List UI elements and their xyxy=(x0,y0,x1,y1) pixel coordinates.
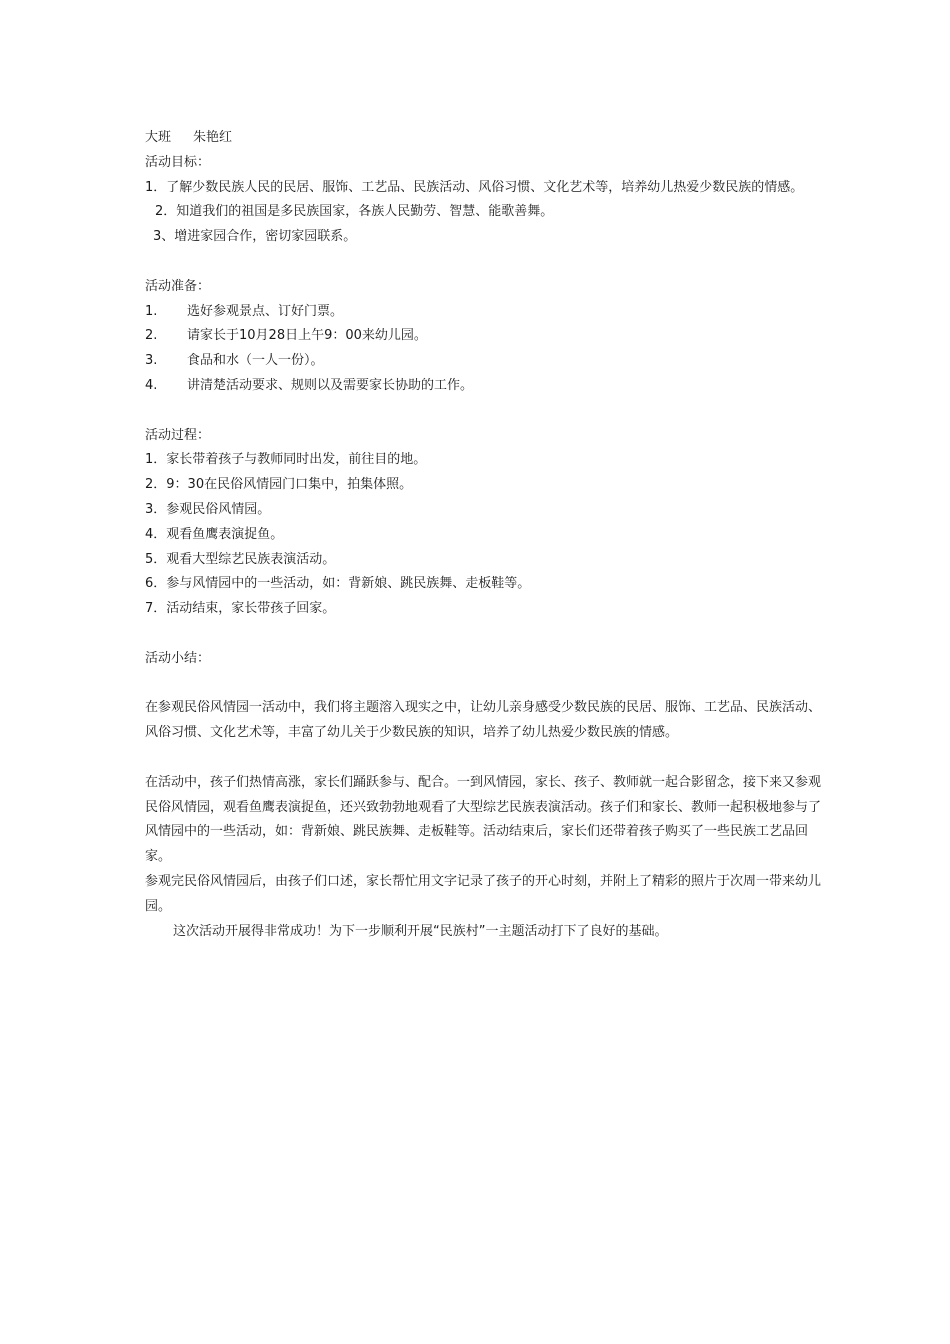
preparation-text: 讲清楚活动要求、规则以及需要家长协助的工作。 xyxy=(187,377,474,393)
process-item: 3．参观民俗风情园。 xyxy=(145,501,271,517)
goal-item: 1．了解少数民族人民的民居、服饰、工艺品、民族活动、风俗习惯、文化艺术等，培养幼儿热爱少数民族的情感。 xyxy=(145,179,804,195)
process-item: 7．活动结束，家长带孩子回家。 xyxy=(145,601,336,617)
preparation-item xyxy=(145,374,825,399)
process-item: 1．家长带着孩子与教师同时出发，前往目的地。 xyxy=(145,452,427,468)
summary-paragraph: 在活动中，孩子们热情高涨，家长们踊跃参与、配合。一到风情园，家长、孩子、教师就一起合影留念，接下来又参观民俗风情园，观看鱼鹰表演捉鱼，还兴致勃勃地观看了大型综艺民族表演活动。孩子们和家长、教师一起积极地参与了风情园中的一些活动，如：背新娘、跳民族舞、走板鞋等。活动结束后，家长们还带着孩子购买了一些民族工艺品回家。 xyxy=(145,774,822,865)
document-body xyxy=(145,126,825,944)
process-item: 5．观看大型综艺民族表演活动。 xyxy=(145,551,336,567)
goal-item: 3、增进家园合作，密切家园联系。 xyxy=(153,229,357,245)
preparation-text: 选好参观景点、订好门票。 xyxy=(187,303,344,319)
preparation-heading: 活动准备： xyxy=(145,278,211,294)
preparation-item xyxy=(145,349,825,374)
preparation-text: 请家长于10月28日上午9：00来幼儿园。 xyxy=(187,328,427,344)
preparation-number: 3. xyxy=(145,353,158,369)
process-item: 4．观看鱼鹰表演捉鱼。 xyxy=(145,526,284,542)
summary-heading: 活动小结： xyxy=(145,650,211,666)
preparation-text: 食品和水（一人一份）。 xyxy=(187,353,324,369)
process-item: 2．9：30在民俗风情园门口集中，拍集体照。 xyxy=(145,477,413,493)
process-item: 6．参与风情园中的一些活动，如：背新娘、跳民族舞、走板鞋等。 xyxy=(145,576,531,592)
class-name: 大班 xyxy=(145,130,172,145)
summary-paragraph: 参观完民俗风情园后，由孩子们口述，家长帮忙用文字记录了孩子的开心时刻，并附上了精彩的照片于次周一带来幼儿园。 xyxy=(145,873,822,914)
summary-paragraph: 这次活动开展得非常成功！为下一步顺利开展“民族村”一主题活动打下了良好的基础。 xyxy=(173,923,668,939)
goal-item: 2．知道我们的祖国是多民族国家，各族人民勤劳、智慧、能歌善舞。 xyxy=(155,204,554,220)
preparation-number: 2. xyxy=(145,328,158,344)
process-heading: 活动过程： xyxy=(145,427,211,443)
teacher-name: 朱艳红 xyxy=(193,130,233,145)
preparation-number: 1. xyxy=(145,303,158,319)
preparation-item xyxy=(145,324,825,349)
preparation-number: 4. xyxy=(145,377,158,393)
document-header xyxy=(145,126,825,151)
goals-heading: 活动目标： xyxy=(145,154,211,170)
summary-paragraph: 在参观民俗风情园一活动中，我们将主题溶入现实之中，让幼儿亲身感受少数民族的民居、服饰、工艺品、民族活动、风俗习惯、文化艺术等，丰富了幼儿关于少数民族的知识，培养了幼儿热爱少数民族的情感。 xyxy=(145,700,822,741)
preparation-item xyxy=(145,300,825,325)
